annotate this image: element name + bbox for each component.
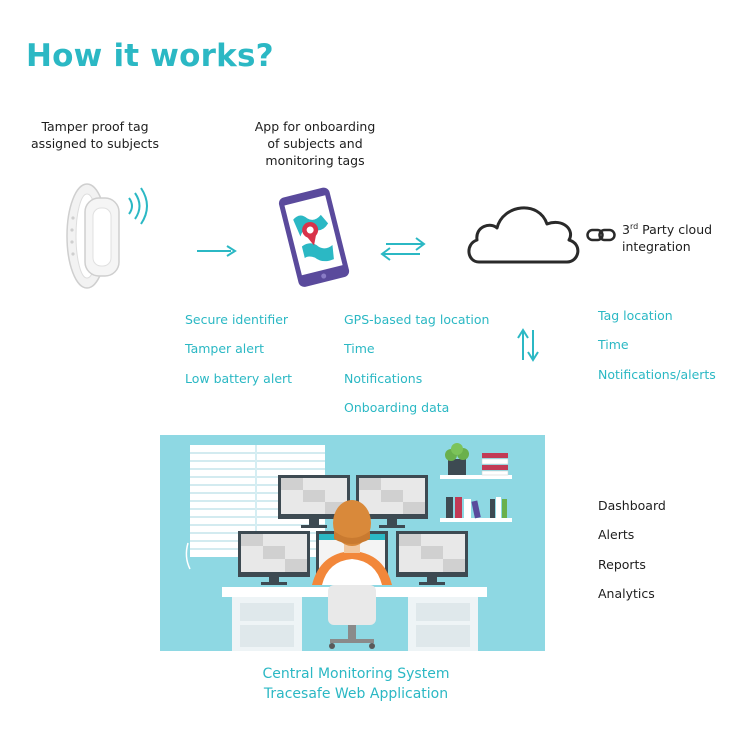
tag-feature-3: Low battery alert (185, 371, 293, 386)
cloud-feature-3: Notifications/alerts (598, 367, 716, 382)
tag-caption (20, 118, 170, 152)
up-down-arrows-icon (516, 328, 540, 362)
tag-feature-2: Tamper alert (185, 341, 265, 356)
arrow-right-icon (197, 245, 237, 257)
cms-caption-line1: Central Monitoring System (262, 666, 450, 682)
system-feature-analytics: Analytics (598, 586, 655, 601)
app-caption-line1: App for onboarding (254, 119, 376, 134)
sync-arrows-icon (380, 236, 426, 262)
app-caption (245, 118, 385, 169)
cms-caption (160, 664, 552, 704)
phone-app-illustration (270, 185, 360, 290)
app-feature-3: Notifications (344, 371, 423, 386)
cloud-caption-num: 3 (622, 222, 630, 238)
tag-feature-1: Secure identifier (185, 312, 289, 327)
app-feature-2: Time (344, 341, 375, 356)
cloud-feature-2: Time (598, 337, 629, 352)
app-feature-1: GPS-based tag location (344, 312, 490, 327)
system-feature-dashboard: Dashboard (598, 498, 666, 513)
cloud-caption-line2: integration (622, 239, 691, 255)
app-feature-4: Onboarding data (344, 400, 450, 415)
page-title: How it works? (26, 38, 274, 74)
app-caption-line2: of subjects and (267, 136, 363, 151)
tag-caption-line1: Tamper proof tag (41, 119, 149, 134)
cms-caption-line2: Tracesafe Web Application (263, 686, 449, 702)
cloud-icon (465, 196, 585, 266)
app-caption-line3: monitoring tags (265, 153, 365, 168)
system-feature-alerts: Alerts (598, 527, 635, 542)
cloud-feature-1: Tag location (598, 308, 673, 323)
system-feature-reports: Reports (598, 557, 646, 572)
cloud-caption (622, 218, 712, 255)
tag-caption-line2: assigned to subjects (31, 136, 159, 151)
cloud-caption-rest: Party cloud (638, 222, 713, 238)
cloud-caption-sup: rd (629, 222, 639, 231)
monitoring-room-illustration (160, 435, 545, 651)
wireless-signal-icon (125, 186, 155, 226)
chain-link-icon (586, 227, 616, 243)
